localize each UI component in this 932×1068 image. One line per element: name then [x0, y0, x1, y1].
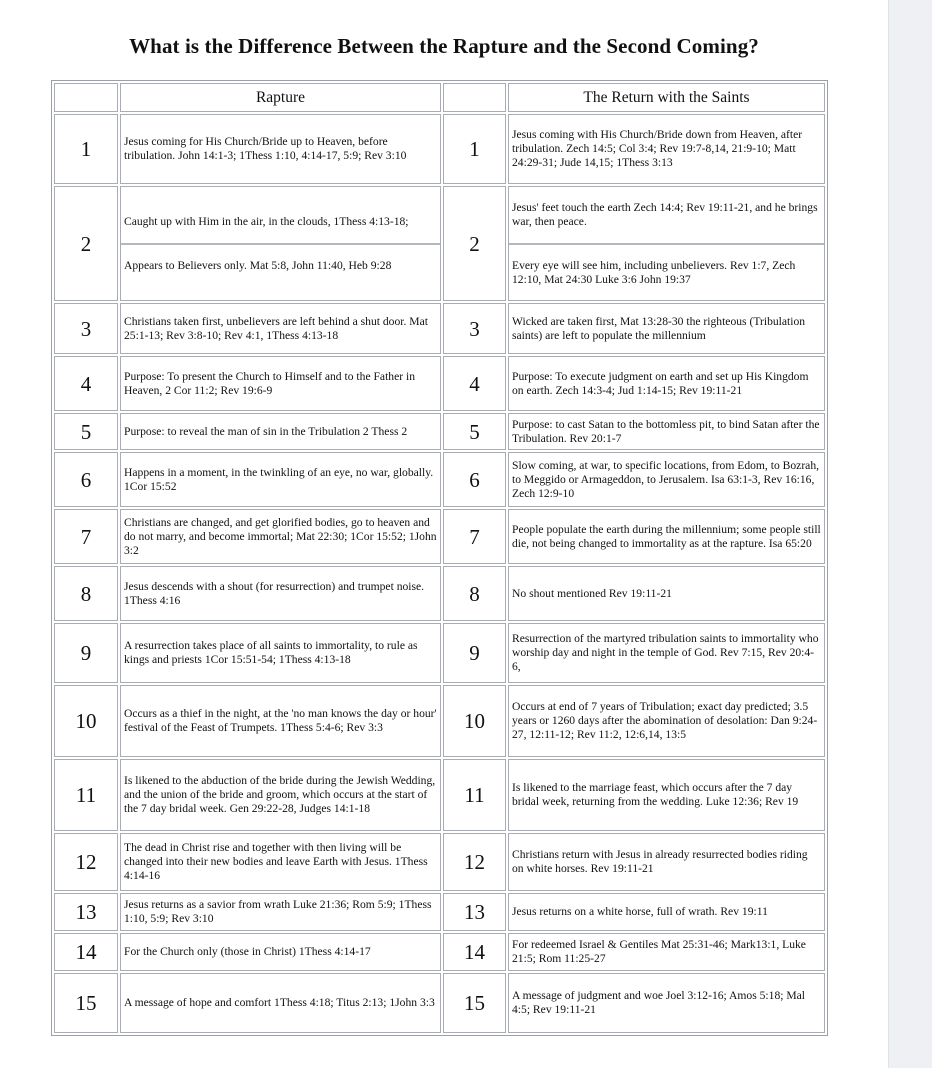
- return-cell-part-a: Jesus' feet touch the earth Zech 14:4; Rev 19:11-21, and he brings war, then peace.: [509, 199, 824, 245]
- table-row: [54, 452, 825, 507]
- row-number: 9: [54, 623, 118, 683]
- table-row: [54, 833, 825, 891]
- row-number: 1: [443, 114, 506, 184]
- row-number: 2: [54, 186, 118, 301]
- return-cell: Jesus returns on a white horse, full of wrath. Rev 19:11: [508, 893, 825, 931]
- rapture-cell: [120, 186, 441, 301]
- rapture-cell: Christians taken first, unbelievers are left behind a shut door. Mat 25:1-13; Rev 3:8-10; Rev 4:1, 1Thess 4:13-18: [120, 303, 441, 354]
- row-number: 10: [54, 685, 118, 757]
- row-number: 12: [54, 833, 118, 891]
- table-row: [54, 893, 825, 931]
- return-cell: No shout mentioned Rev 19:11-21: [508, 566, 825, 621]
- return-cell: For redeemed Israel & Gentiles Mat 25:31-46; Mark13:1, Luke 21:5; Rom 11:25-27: [508, 933, 825, 971]
- row-number: 14: [443, 933, 506, 971]
- return-cell: [508, 186, 825, 301]
- table-row: [54, 413, 825, 450]
- row-number: 15: [443, 973, 506, 1033]
- window-edge: [888, 0, 932, 1068]
- row-number: 7: [54, 509, 118, 564]
- table-header-row: [54, 83, 825, 112]
- row-number: 13: [54, 893, 118, 931]
- rapture-cell: The dead in Christ rise and together with then living will be changed into their new bodies and leave Earth with Jesus. 1Thess 4:14-16: [120, 833, 441, 891]
- table-row: [54, 303, 825, 354]
- header-return: The Return with the Saints: [508, 83, 825, 112]
- header-rapture: Rapture: [120, 83, 441, 112]
- rapture-cell: Purpose: To present the Church to Himself and to the Father in Heaven, 2 Cor 11:2; Rev 19:6-9: [120, 356, 441, 411]
- row-number: 8: [443, 566, 506, 621]
- row-number: 11: [54, 759, 118, 831]
- rapture-cell: For the Church only (those in Christ) 1Thess 4:14-17: [120, 933, 441, 971]
- row-number: 5: [443, 413, 506, 450]
- rapture-cell: A resurrection takes place of all saints to immortality, to rule as kings and priests 1Cor 15:51-54; 1Thess 4:13-18: [120, 623, 441, 683]
- rapture-cell: Is likened to the abduction of the bride during the Jewish Wedding, and the union of the bride and groom, which occurs at the start of the 7 day bridal week. Gen 29:22-28, Judges 14:1-18: [120, 759, 441, 831]
- table-row: [54, 356, 825, 411]
- rapture-cell-part-b: Appears to Believers only. Mat 5:8, John 11:40, Heb 9:28: [124, 258, 392, 272]
- table-row: [54, 114, 825, 184]
- return-cell: People populate the earth during the millennium; some people still die, not being changed to immortality as at the rapture. Isa 65:20: [508, 509, 825, 564]
- row-number: 4: [443, 356, 506, 411]
- row-number: 9: [443, 623, 506, 683]
- row-number: 13: [443, 893, 506, 931]
- row-number: 5: [54, 413, 118, 450]
- return-cell: Slow coming, at war, to specific locations, from Edom, to Bozrah, to Meggido or Armageddon, to Jerusalem. Isa 63:1-3, Rev 16:16, Zech 12:9-10: [508, 452, 825, 507]
- return-cell: Jesus coming with His Church/Bride down from Heaven, after tribulation. Zech 14:5; Col 3:4; Rev 19:7-8,14, 21:9-10; Matt 24:29-31; Jude 14,15; 1Thess 3:13: [508, 114, 825, 184]
- rapture-cell: Purpose: to reveal the man of sin in the Tribulation 2 Thess 2: [120, 413, 441, 450]
- rapture-cell: Jesus descends with a shout (for resurrection) and trumpet noise. 1Thess 4:16: [120, 566, 441, 621]
- table-row: [54, 933, 825, 971]
- row-number: 11: [443, 759, 506, 831]
- table-row: [54, 685, 825, 757]
- rapture-cell: Jesus coming for His Church/Bride up to Heaven, before tribulation. John 14:1-3; 1Thess 1:10, 4:14-17, 5:9; Rev 3:10: [120, 114, 441, 184]
- rapture-cell: Happens in a moment, in the twinkling of an eye, no war, globally. 1Cor 15:52: [120, 452, 441, 507]
- rapture-cell: A message of hope and comfort 1Thess 4:18; Titus 2:13; 1John 3:3: [120, 973, 441, 1033]
- row-number: 12: [443, 833, 506, 891]
- return-cell: Resurrection of the martyred tribulation saints to immortality who worship day and night in the temple of God. Rev 7:15, Rev 20:4-6,: [508, 623, 825, 683]
- rapture-cell: Occurs as a thief in the night, at the 'no man knows the day or hour' festival of the Feast of Trumpets. 1Thess 5:4-6; Rev 3:3: [120, 685, 441, 757]
- rapture-cell: Christians are changed, and get glorified bodies, go to heaven and do not marry, and become immortal; Mat 22:30; 1Cor 15:52; 1John 3:2: [120, 509, 441, 564]
- return-cell: A message of judgment and woe Joel 3:12-16; Amos 5:18; Mal 4:5; Rev 19:11-21: [508, 973, 825, 1033]
- table-row: [54, 973, 825, 1033]
- rapture-cell: Jesus returns as a savior from wrath Luke 21:36; Rom 5:9; 1Thess 1:10, 5:9; Rev 3:10: [120, 893, 441, 931]
- table-row: [54, 623, 825, 683]
- table-row: [54, 186, 825, 301]
- table-row: [54, 566, 825, 621]
- row-number: 10: [443, 685, 506, 757]
- return-cell: Purpose: to cast Satan to the bottomless pit, to bind Satan after the Tribulation. Rev 20:1-7: [508, 413, 825, 450]
- header-number-col: [443, 83, 506, 112]
- row-number: 7: [443, 509, 506, 564]
- row-number: 14: [54, 933, 118, 971]
- return-cell: Occurs at end of 7 years of Tribulation; exact day predicted; 3.5 years or 1260 days after the abomination of desolation: Dan 9:24-27, 12:11-12; Rev 11:2, 12:6,14, 13:5: [508, 685, 825, 757]
- row-number: 8: [54, 566, 118, 621]
- header-number-col: [54, 83, 118, 112]
- row-number: 6: [54, 452, 118, 507]
- row-number: 3: [443, 303, 506, 354]
- return-cell-part-b: Every eye will see him, including unbelievers. Rev 1:7, Zech 12:10, Mat 24:30 Luke 3:6 John 19:37: [512, 258, 796, 286]
- row-number: 6: [443, 452, 506, 507]
- row-number: 2: [443, 186, 506, 301]
- table-row: [54, 759, 825, 831]
- row-number: 3: [54, 303, 118, 354]
- return-cell: Christians return with Jesus in already resurrected bodies riding on white horses. Rev 19:11-21: [508, 833, 825, 891]
- row-number: 1: [54, 114, 118, 184]
- return-cell: Wicked are taken first, Mat 13:28-30 the righteous (Tribulation saints) are left to populate the millennium: [508, 303, 825, 354]
- table-row: [54, 509, 825, 564]
- row-number: 4: [54, 356, 118, 411]
- page-title: What is the Difference Between the Rapture and the Second Coming?: [129, 34, 759, 58]
- comparison-table: [51, 80, 828, 1036]
- rapture-cell-part-a: Caught up with Him in the air, in the clouds, 1Thess 4:13-18;: [121, 213, 440, 245]
- return-cell: Is likened to the marriage feast, which occurs after the 7 day bridal week, returning from the wedding. Luke 12:36; Rev 19: [508, 759, 825, 831]
- return-cell: Purpose: To execute judgment on earth and set up His Kingdom on earth. Zech 14:3-4; Jud 1:14-15; Rev 19:11-21: [508, 356, 825, 411]
- row-number: 15: [54, 973, 118, 1033]
